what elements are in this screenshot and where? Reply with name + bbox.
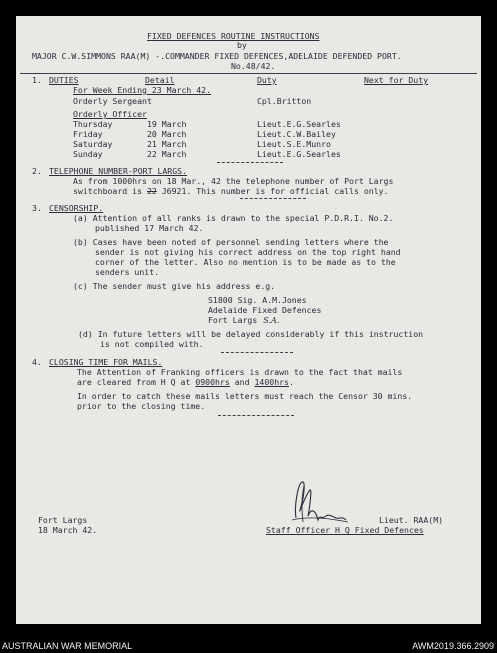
mails-line-3: In order to catch these mails letters must reach the Censor 30 mins. <box>77 391 413 401</box>
duty-date: 20 March <box>147 129 187 139</box>
duty-officer: Lieut.E.G.Searles <box>257 149 341 159</box>
column-detail: Detail <box>145 75 175 85</box>
handwritten-note: S.A. <box>263 316 280 325</box>
para-b-line-1: (b) Cases have been noted of personnel sending letters where the <box>73 237 389 247</box>
duty-date: 19 March <box>147 119 187 129</box>
para-b-line-3: corner of the letter. Also no mention is to be made as to the <box>95 257 396 267</box>
separator <box>218 415 294 416</box>
telephone-line-1: As from 1000hrs on 18 Mar., 42 the telephone number of Port Largs <box>73 176 394 186</box>
section-1-heading: DUTIES <box>49 75 79 85</box>
duty-day: Friday <box>73 129 103 139</box>
example-address-1: S1800 Sig. A.M.Jones <box>208 295 307 305</box>
week-ending: For Week Ending 23 March 42. <box>73 85 212 95</box>
time-first: 0900hrs <box>195 377 230 387</box>
caption-accession-number: AWM2019.366.2909 <box>412 641 494 651</box>
doc-title: FIXED DEFENCES ROUTINE INSTRUCTIONS <box>147 31 320 41</box>
signatory-rank: Lieut. RAA(M) <box>379 515 444 525</box>
officer-label: Orderly Officer <box>73 109 147 119</box>
section-2-number: 2. <box>32 166 42 176</box>
duty-day: Saturday <box>73 139 113 149</box>
para-a-line-2: published 17 March 42. <box>95 223 204 233</box>
struck-text: 22 <box>146 186 157 196</box>
sign-date: 18 March 42. <box>38 525 98 535</box>
sergeant-name: Cpl.Britton <box>257 96 312 106</box>
example-address-2: Adelaide Fixed Defences <box>208 305 322 315</box>
doc-number: No.48/42. <box>231 61 276 71</box>
para-b-line-4: senders unit. <box>95 267 160 277</box>
section-1-number: 1. <box>32 75 42 85</box>
separator <box>221 352 293 353</box>
mails-line-1: The Attention of Franking officers is drawn to the fact that mails <box>77 367 403 377</box>
telephone-line-2: switchboard is 22 J6921. This number is for official calls only. <box>73 186 389 196</box>
time-second: 1400hrs <box>254 377 289 387</box>
duty-date: 21 March <box>147 139 187 149</box>
section-2-heading: TELEPHONE NUMBER-PORT LARGS. <box>49 166 188 176</box>
duty-day: Thursday <box>73 119 113 129</box>
separator <box>240 198 306 199</box>
section-4-number: 4. <box>32 357 42 367</box>
para-b-line-2: sender is not giving his correct address on the top right hand <box>95 247 401 257</box>
caption-institution: AUSTRALIAN WAR MEMORIAL <box>2 641 133 651</box>
para-d-line-2: is not compiled with. <box>100 339 204 349</box>
section-4-heading: CLOSING TIME FOR MAILS. <box>49 357 163 367</box>
para-d-line-1: (d) In future letters will be delayed considerably if this instruction <box>78 329 424 339</box>
duty-officer: Lieut.E.G.Searles <box>257 119 341 129</box>
duty-day: Sunday <box>73 149 103 159</box>
mails-line-4: prior to the closing time. <box>77 401 206 411</box>
sergeant-label: Orderly Sergeant <box>73 96 152 106</box>
separator <box>217 162 283 163</box>
signatory-role: Staff Officer H Q Fixed Defences <box>266 525 424 535</box>
sign-place: Fort Largs <box>38 515 88 525</box>
duty-date: 22 March <box>147 149 187 159</box>
section-3-heading: CENSORSHIP. <box>49 203 104 213</box>
header-rule <box>20 73 477 74</box>
duty-officer: Lieut.C.W.Bailey <box>257 129 336 139</box>
doc-by: by <box>237 40 247 50</box>
para-a-line-1: (a) Attention of all ranks is drawn to the special P.D.R.I. No.2. <box>73 213 394 223</box>
duty-officer: Lieut.S.E.Munro <box>257 139 331 149</box>
column-next: Next for Duty <box>364 75 429 85</box>
document-page <box>16 16 481 624</box>
mails-line-2: are cleared from H Q at 0900hrs and 1400hrs. <box>77 377 294 387</box>
caption-bar <box>0 624 497 653</box>
column-duty: Duty <box>257 75 277 85</box>
para-c-line-1: (c) The sender must give his address e.g. <box>73 281 276 291</box>
doc-author: MAJOR C.W.SIMMONS RAA(M) -.COMMANDER FIXED DEFENCES,ADELAIDE DEFENDED PORT. <box>32 51 402 61</box>
example-address-3: Fort Largs S.A. <box>208 315 280 325</box>
signature <box>288 476 360 532</box>
section-3-number: 3. <box>32 203 42 213</box>
